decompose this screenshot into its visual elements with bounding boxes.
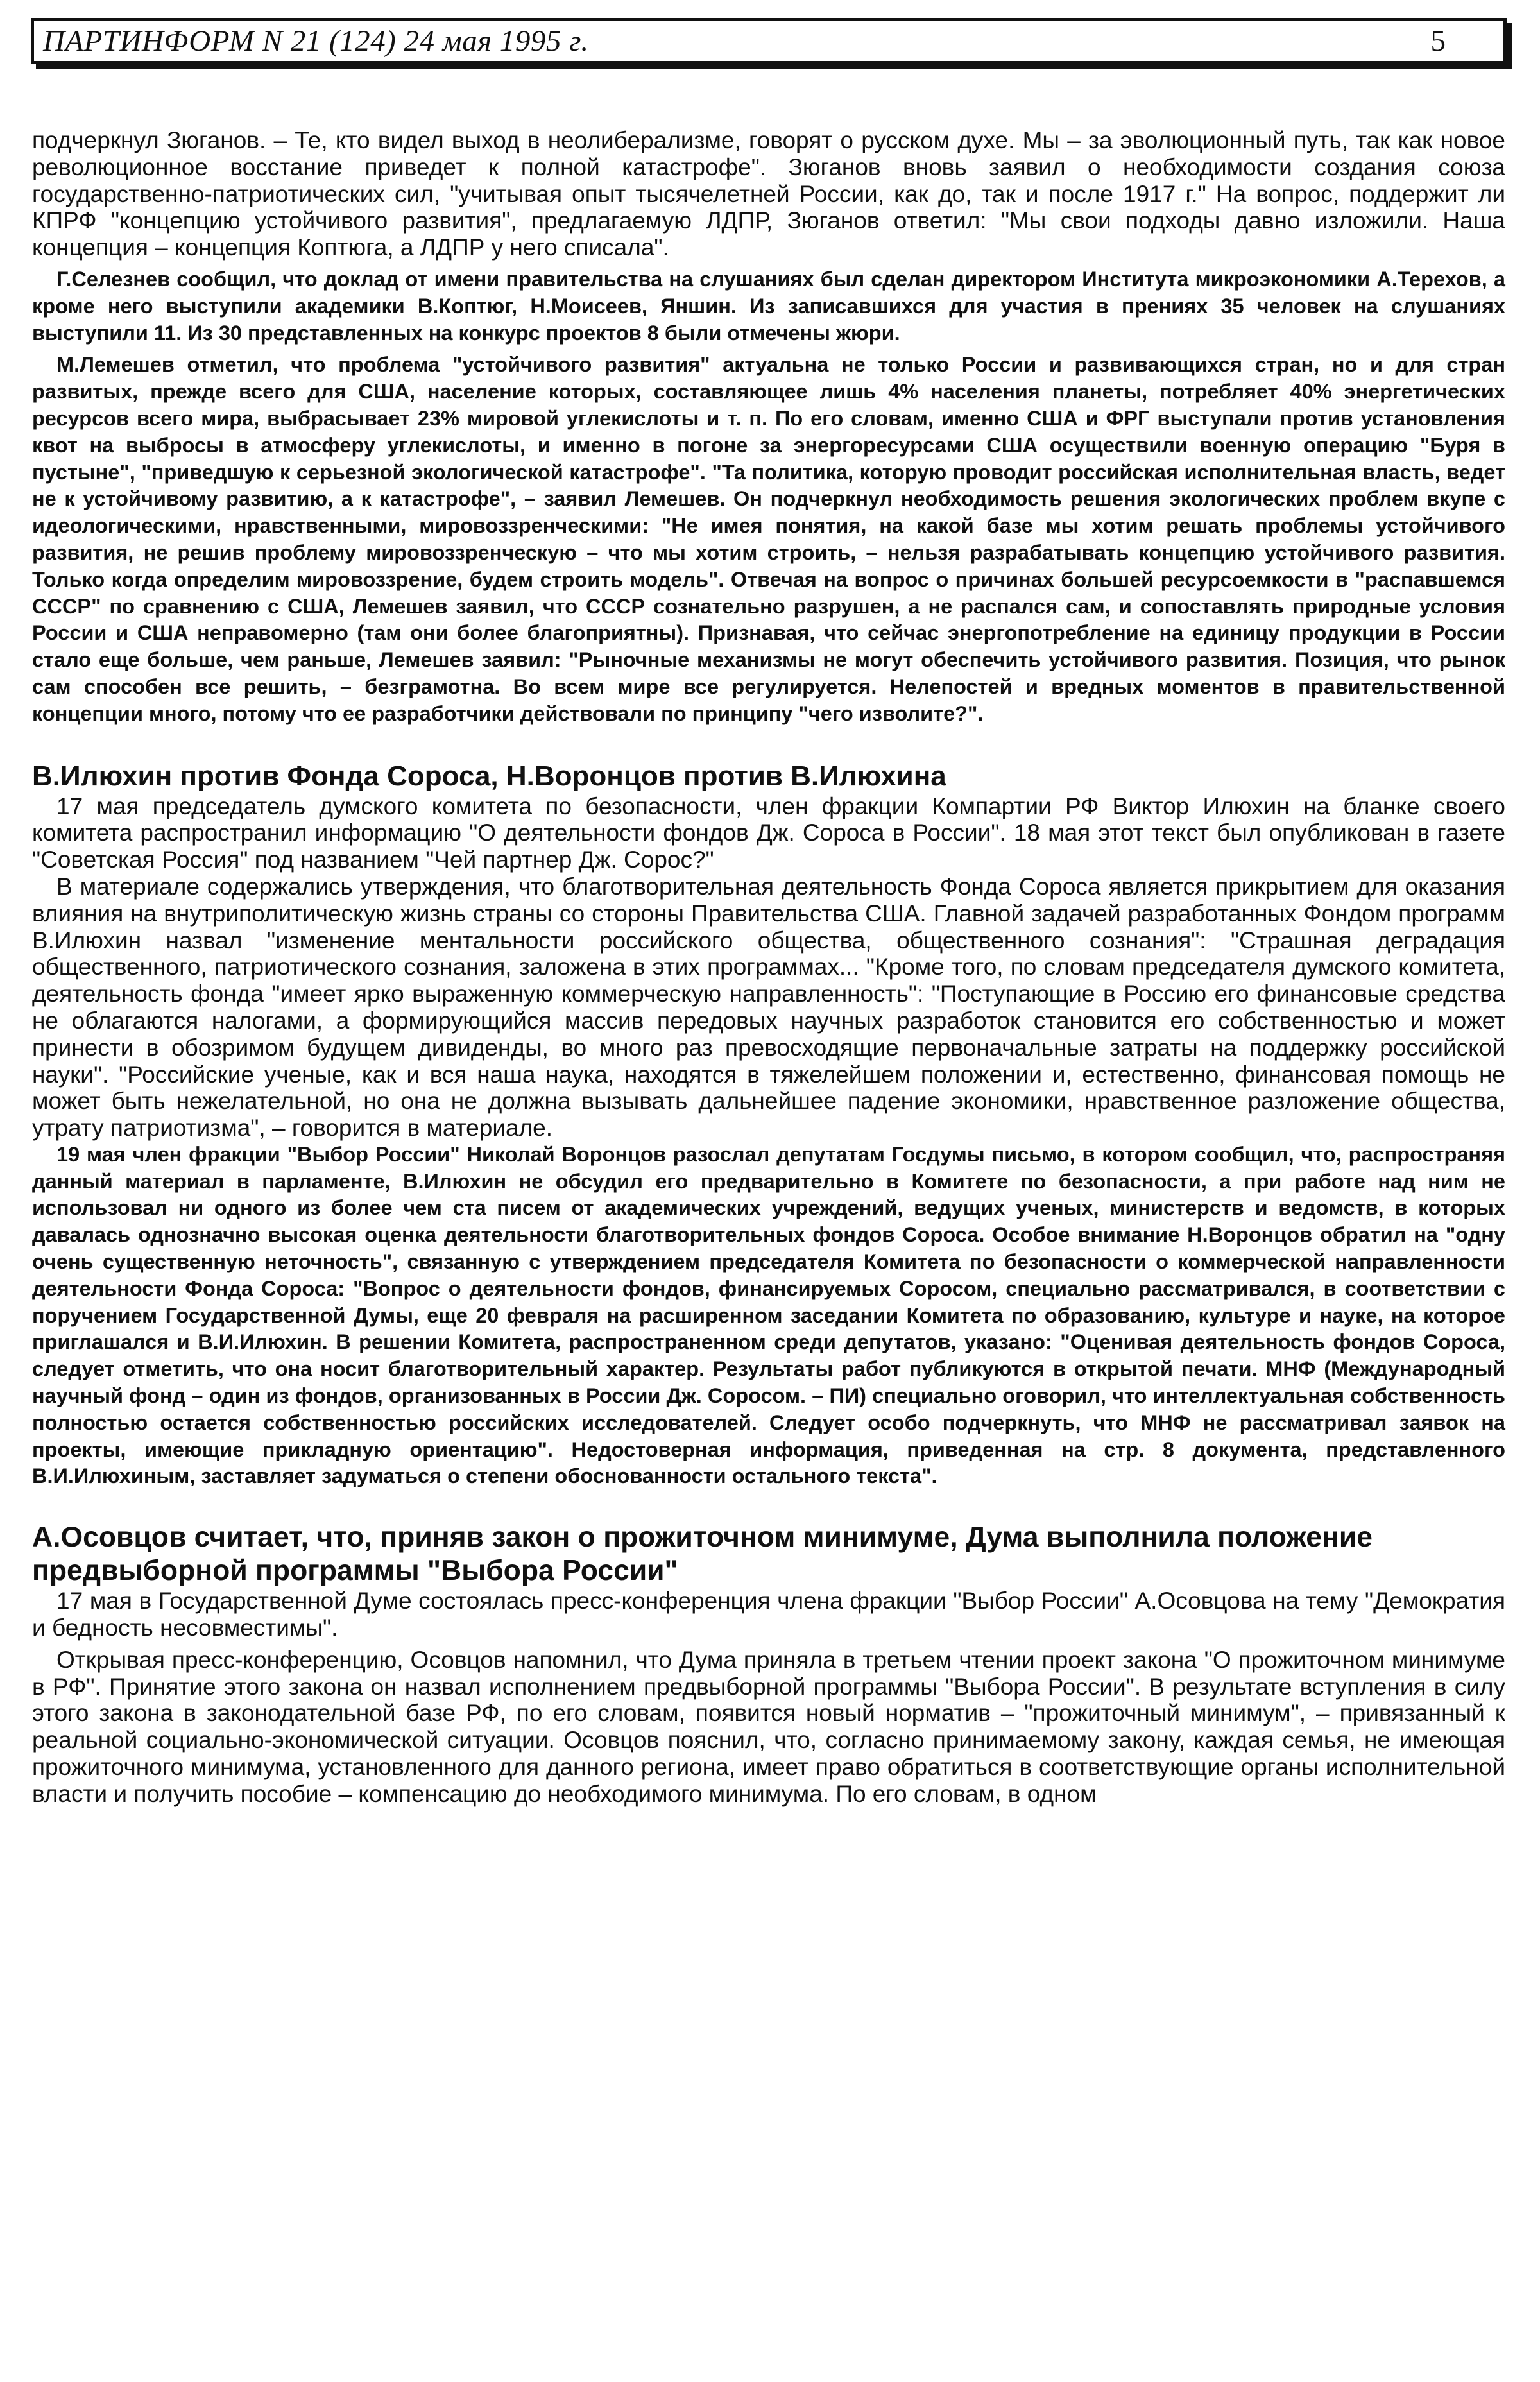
article3-heading: А.Осовцов считает, что, приняв закон о прожиточном минимуме, Дума выполнила положение предвыборной программы "Выбора России" <box>32 1521 1373 1587</box>
article2-paragraph-1: 17 мая председатель думского комитета по безопасности, член фракции Компартии РФ Виктор Илюхин на бланке своего комитета распространил информацию "О деятельности фондов Дж. Сороса в России". 18 мая этот текст был опубликован в газете "Советская Россия" под названием "Чей партнер Дж. Сорос?" <box>32 793 1505 873</box>
article3-paragraph-1: 17 мая в Государственной Думе состоялась пресс-конференция члена фракции "Выбор России" А.Осовцова на тему "Демократия и бедность несовместимы". <box>32 1588 1505 1641</box>
article-body <box>32 127 1505 1808</box>
article1-paragraph-1: подчеркнул Зюганов. – Те, кто видел выход в неолиберализме, говорят о русском духе. Мы – за эволюционный путь, так как новое революционное восстание приведет к полной катастрофе". Зюганов вновь заявил о необходимости создания союза государственно-патриотических сил, "учитывая опыт тысячелетней России, как до, так и после 1917 г." На вопрос, поддержит ли КПРФ "концепцию устойчивого развития", предлагаемую ЛДПР, Зюганов ответил: "Мы свои подходы давно изложили. Наша концепция – концепция Коптюга, а ЛДПР у него списала". <box>32 127 1505 261</box>
article2-paragraph-3: 19 мая член фракции "Выбор России" Николай Воронцов разослал депутатам Госдумы письмо, в котором сообщил, что, распространяя данный материал в парламенте, В.Илюхин не обсудил его предварительно в Комитете по безопасности, а при работе над ним не использовал ни одного из более чем ста писем от академических учреждений, ведущих ученых, министерств и ведомств, в которых давалась однозначно высокая оценка деятельности благотворительных фондов Сороса. Особое внимание Н.Воронцов обратил на "одну очень существенную неточность", связанную с утверждением председателя Комитета по безопасности о коммерческой направленности деятельности Фонда Сороса: "Вопрос о деятельности фондов, финансируемых Соросом, специально рассматривался, в соответствии с поручением Государственной Думы, еще 20 февраля на расширенном заседании Комитета по образованию, культуре и науке, на которое приглашался и В.И.Илюхин. В решении Комитета, распространенном среди депутатов, указано: "Оценивая деятельность фондов Сороса, следует отметить, что она носит благотворительный характер. Результаты работ публикуются в открытой печати. МНФ (Международный научный фонд – один из фондов, организованных в России Дж. Соросом. – ПИ) специально оговорил, что интеллектуальная собственность полностью остается собственностью российских исследователей. Следует особо подчеркнуть, что МНФ не рассматривал заявок на проекты, имеющие прикладную ориентацию". Недостоверная информация, приведенная на стр. 8 документа, представленного В.И.Илюхиным, заставляет задуматься о степени обоснованности остального текста". <box>32 1142 1505 1488</box>
publication-title: ПАРТИНФОРМ N 21 (124) 24 мая 1995 г. <box>43 24 589 58</box>
article1-paragraph-2: Г.Селезнев сообщил, что доклад от имени правительства на слушаниях был сделан директором Института микроэкономики А.Терехов, а кроме него выступили академики В.Коптюг, Н.Моисеев, Яншин. Из записавшихся для участия в прениях 35 человек на слушаниях выступили 11. Из 30 представленных на конкурс проектов 8 были отмечены жюри. <box>32 267 1505 345</box>
article2-paragraph-2: В материале содержались утверждения, что благотворительная деятельность Фонда Сороса является прикрытием для оказания влияния на внутриполитическую жизнь страны со стороны Правительства США. Главной задачей разработанных Фондом программ В.Илюхин назвал "изменение ментальности российского общества, общественного сознания": "Страшная деградация общественного, патриотического сознания, заложена в этих программах... "Кроме того, по словам председателя думского комитета, деятельность фонда "имеет ярко выраженную коммерческую направленность": "Поступающие в Россию его финансовые средства не облагаются налогами, а формирующийся массив передовых научных разработок становится его собственностью и может принести в обозримом будущем дивиденды, во много раз превосходящие первоначальные затраты на поддержку российской науки". "Российские ученые, как и вся наша наука, находятся в тяжелейшем положении и, естественно, финансовая помощь не может быть нежелательной, но она не должна вызывать дальнейшее падение экономики, нравственное разложение общества, утрату патриотизма", – говорится в материале. <box>32 873 1505 1142</box>
article3-paragraph-2: Открывая пресс-конференцию, Осовцов напомнил, что Дума приняла в третьем чтении проект закона "О прожиточном минимуме в РФ". Принятие этого закона он назвал исполнением предвыборной программы "Выбора России". В результате вступления в силу этого закона в законодательной базе РФ, по его словам, появится новый норматив – "прожиточный минимум", – привязанный к реальной социально-экономической ситуации. Осовцов пояснил, что, согласно принимаемому закону, каждая семья, не имеющая прожиточного минимума, установленного для данного региона, имеет право обратиться в соответствующие органы исполнительной власти и получить пособие – компенсацию до необходимого минимума. По его словам, в одном <box>32 1646 1505 1807</box>
article1-paragraph-3: М.Лемешев отметил, что проблема "устойчивого развития" актуальна не только России и развивающихся стран, но и для стран развитых, прежде всего для США, население которых, составляющее лишь 4% населения планеты, потребляет 40% энергетических ресурсов всего мира, выбрасывает 23% мировой углекислоты и т. п. По его словам, именно США и ФРГ выступали против установления квот на выбросы в атмосферу углекислоты, и именно в погоне за энергоресурсами США осуществили военную операцию "Буря в пустыне", "приведшую к серьезной экологической катастрофе". "Та политика, которую проводит российская исполнительная власть, ведет не к устойчивому развитию, а к катастрофе", – заявил Лемешев. Он подчеркнул необходимость решения экологических проблем вкупе с идеологическими, нравственными, мировоззренческими: "Не имея понятия, на какой базе мы хотим решать проблемы устойчивого развития, не решив проблему мировоззренческую – что мы хотим строить, – нельзя разрабатывать концепцию устойчивого развития. Только когда определим мировоззрение, будем строить модель". Отвечая на вопрос о причинах большей ресурсоемкости в "распавшемся СССР" по сравнению с США, Лемешев заявил, что СССР сознательно разрушен, а не распался сам, и сопоставлять природные условия России и США неправомерно (там они более благоприятны). Признавая, что сейчас энергопотребление на единицу продукции в России стало еще больше, чем раньше, Лемешев заявил: "Рыночные механизмы не могут обеспечить устойчивого развития. Позиция, что рынок сам способен все решить, – безграмотна. Во всем мире все регулируется. Нелепостей и вредных моментов в правительственной концепции много, потому что ее разработчики действовали по принципу "чего изволите?". <box>32 353 1505 725</box>
page-header <box>31 18 1507 64</box>
page-number: 5 <box>1430 24 1446 58</box>
article2-heading: В.Илюхин против Фонда Сороса, Н.Воронцов против В.Илюхина <box>32 760 946 792</box>
